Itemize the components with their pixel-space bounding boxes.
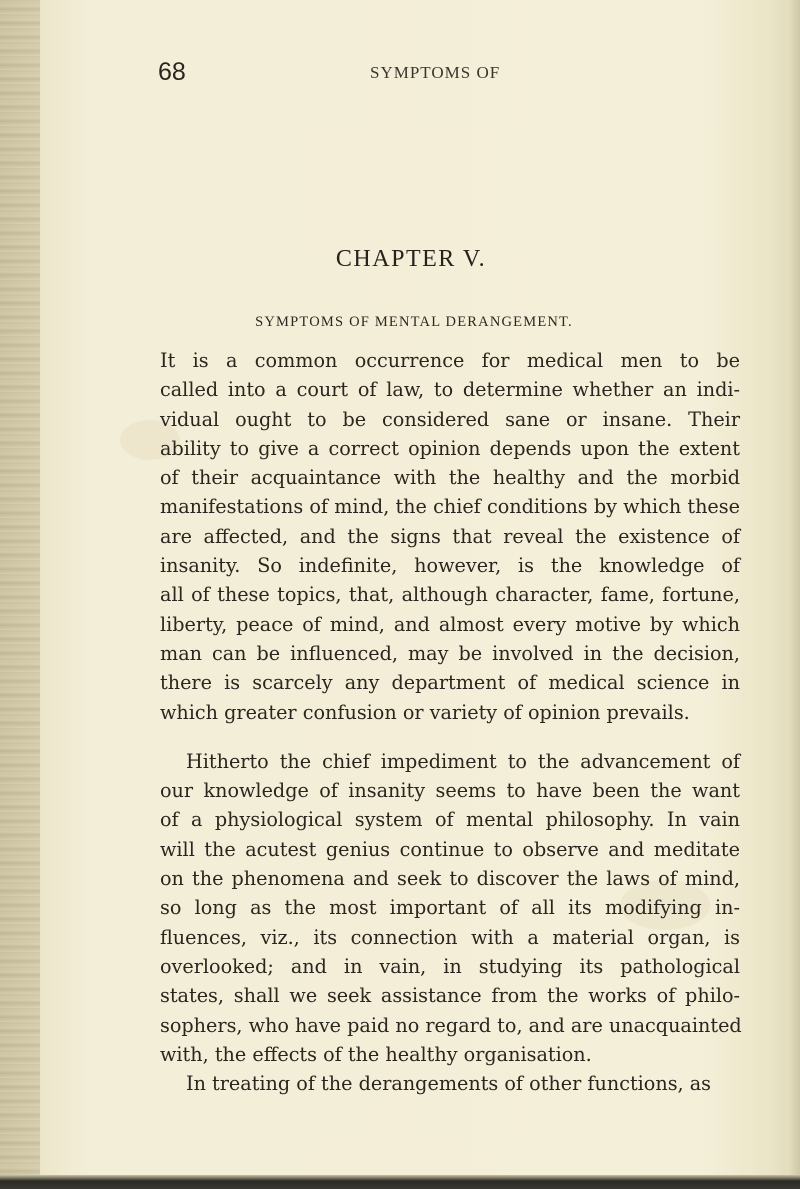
text-line: there is scarcely any department of medical science in: [160, 671, 740, 695]
text-line: so long as the most important of all its modifying in-: [160, 896, 740, 920]
text-line: ability to give a correct opinion depends upon the extent: [160, 436, 740, 460]
text-line: vidual ought to be considered sane or insane. Their: [160, 407, 740, 431]
text-line: states, shall we seek assistance from the works of philo-: [160, 984, 740, 1008]
paragraph-1: [160, 346, 740, 727]
text-line: of their acquaintance with the healthy and the morbid: [160, 466, 740, 490]
paragraph-2: [160, 747, 740, 1069]
text-line: are affected, and the signs that reveal the existence of: [160, 524, 740, 548]
book-binding-edge: [0, 0, 40, 1189]
chapter-subtitle: SYMPTOMS OF MENTAL DERANGEMENT.: [255, 314, 573, 330]
text-line: of a physiological system of mental philosophy. In vain: [160, 808, 740, 832]
text-line: It is a common occurrence for medical men to be: [160, 349, 740, 372]
text-line: manifestations of mind, the chief conditions by which these: [160, 495, 740, 519]
body-text: [160, 346, 740, 1098]
text-line: will the acutest genius continue to observe and meditate: [160, 837, 740, 861]
text-line: insanity. So indefinite, however, is the knowledge of: [160, 554, 740, 578]
text-line: with, the effects of the healthy organisation.: [160, 1042, 592, 1066]
running-head-title: SYMPTOMS OF: [370, 63, 501, 82]
text-line: overlooked; and in vain, in studying its pathological: [160, 954, 740, 978]
text-line: on the phenomena and seek to discover the laws of mind,: [160, 867, 740, 891]
text-line: our knowledge of insanity seems to have been the want: [160, 779, 740, 803]
page-right-edge: [786, 0, 800, 1189]
page-number: 68: [158, 58, 186, 86]
text-line: which greater confusion or variety of opinion prevails.: [160, 700, 690, 724]
text-line: fluences, viz., its connection with a material organ, is: [160, 925, 740, 949]
text-line: In treating of the derangements of other functions, as: [186, 1072, 712, 1096]
running-head: [158, 58, 718, 88]
text-line: Hitherto the chief impediment to the advancement of: [186, 749, 740, 773]
paragraph-3: [160, 1069, 740, 1098]
text-line: sophers, who have paid no regard to, and are unacquainted: [160, 1013, 742, 1037]
page-bottom-edge: [0, 1175, 800, 1189]
text-line: liberty, peace of mind, and almost every motive by which: [160, 612, 740, 636]
text-line: all of these topics, that, although character, fame, fortune,: [160, 583, 740, 607]
text-line: called into a court of law, to determine whether an indi-: [160, 378, 740, 402]
text-line: man can be influenced, may be involved in the decision,: [160, 641, 740, 665]
chapter-title: CHAPTER V.: [335, 246, 487, 272]
